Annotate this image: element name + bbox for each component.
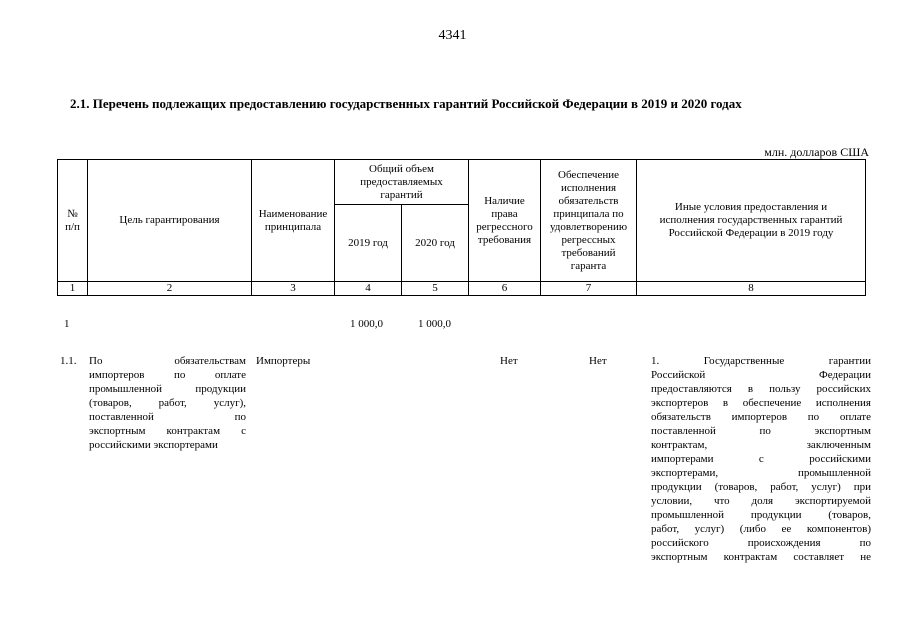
text-line: Российской Федерации в 2019 году [668,227,834,239]
text-line: требования [477,233,532,246]
column-number: 7 [541,282,637,296]
total-2019-value: 1 000,0 [350,318,383,330]
text-line: предоставляемых [360,175,443,188]
text-line: экспортеров в обеспечение исполнения [651,397,871,409]
text-line: удовлетворению [549,220,628,233]
text-line: принципала по [553,207,624,220]
header-num [58,160,88,282]
column-number: 3 [252,282,335,296]
text-line: (товаров, работ, услуг), [89,397,246,409]
text-line: предоставляются в пользу российских [651,383,871,395]
text-line: условии, что доля экспортируемой [651,495,871,507]
row-1-1-goal [89,354,246,452]
text-line: поставленной по экспортным [651,425,871,437]
header-2020: 2020 год [402,205,469,282]
column-number: 2 [88,282,252,296]
column-numbers-row [58,282,866,296]
text-line: обязательств [558,194,619,207]
text-line: контрактам, заключенным [651,439,871,451]
text-line: российскими экспортерами [89,439,218,451]
text-line: поставленной по [89,411,246,423]
text-line: промышленной продукции [89,383,246,395]
text-line: Наличие [484,194,525,207]
text-line: гарантий [380,188,423,201]
guarantees-table-header [57,159,866,296]
column-number: 5 [402,282,469,296]
row-1-1-other-conditions [651,354,871,564]
text-line: Обеспечение [558,168,619,181]
text-line: № [67,207,78,220]
row-1-1-num: 1.1. [60,355,77,367]
text-line: регрессного [476,220,533,233]
text-line: импортерами с российскими [651,453,871,465]
text-line: исполнения [560,181,617,194]
column-number: 6 [469,282,541,296]
text-line: регрессных [561,233,616,246]
text-line: экспортным контрактам с [89,425,246,437]
header-principal [252,160,335,282]
text-line: Общий объем [369,162,434,175]
text-line: гаранта [570,259,607,272]
header-goal: Цель гарантирования [88,160,252,282]
text-line: Российской Федерации [651,369,871,381]
text-line: требований [561,246,616,259]
text-line: исполнения государственных гарантий [659,214,843,226]
text-line: права [491,207,518,220]
text-line: принципала [264,220,322,233]
page-number: 4341 [438,28,467,43]
column-number: 4 [335,282,402,296]
text-line: промышленной продукции (товаров, [651,509,871,521]
section-title: 2.1. Перечень подлежащих предоставлению государственных гарантий Российской Федерации в 2019 и 2020 годах [70,96,742,111]
row-1-1-principal: Импортеры [256,355,311,367]
text-line: продукции (товаров, работ, услуг) при [651,481,871,493]
header-other [637,160,866,282]
text-line: п/п [65,220,80,233]
total-2020-value: 1 000,0 [418,318,451,330]
text-line: экспортным контрактам составляет не [651,551,871,563]
header-secure [541,160,637,282]
units-label: млн. долларов США [764,145,869,159]
text-line: экспортерами, промышленной [651,467,871,479]
text-line: обязательств импортеров по оплате [651,411,871,423]
text-line: работ, услуг) (либо ее компонентов) [651,523,871,535]
column-number: 1 [58,282,88,296]
row-1-1-regress: Нет [500,355,518,367]
text-line: Иные условия предоставления и [674,201,828,213]
text-line: Наименование [258,207,328,220]
text-line: 1. Государственные гарантии [651,355,871,367]
header-2019: 2019 год [335,205,402,282]
header-regress [469,160,541,282]
column-number: 8 [637,282,866,296]
row-1-1-secure: Нет [589,355,607,367]
header-volume [335,160,469,205]
total-row-num: 1 [64,318,70,330]
text-line: По обязательствам [89,355,246,367]
text-line: российского происхождения по [651,537,871,549]
text-line: импортеров по оплате [89,369,246,381]
